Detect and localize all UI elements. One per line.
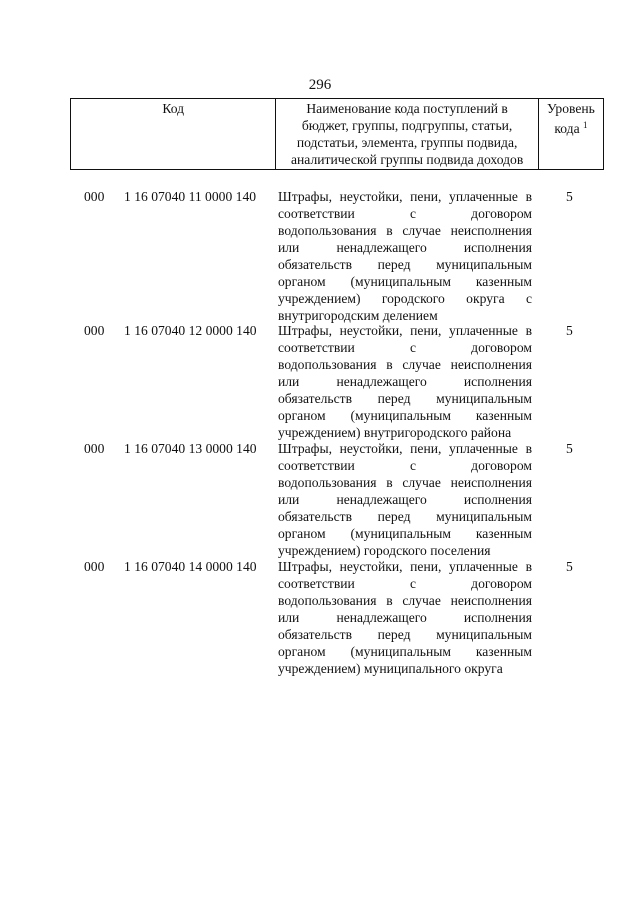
description-line: Штрафы, неустойки, пени, уплаченные в <box>278 441 532 456</box>
description-line: водопользования в случае неисполнения <box>278 223 532 238</box>
header-level-line: Уровень <box>546 101 595 116</box>
description-line: соответствии с договором <box>278 576 532 591</box>
footnote-marker: 1 <box>583 120 588 130</box>
code-level: 5 <box>566 323 573 338</box>
description-line: обязательств перед муниципальным <box>278 257 532 272</box>
description-line: органом (муниципальным казенным <box>278 408 532 423</box>
description-line: учреждением) муниципального округа <box>278 661 503 676</box>
header-level-cell <box>538 99 603 170</box>
description-line: водопользования в случае неисполнения <box>278 593 532 608</box>
description-line: органом (муниципальным казенным <box>278 644 532 659</box>
description-line: Штрафы, неустойки, пени, уплаченные в <box>278 559 532 574</box>
description-line: Штрафы, неустойки, пени, уплаченные в <box>278 189 532 204</box>
header-code-label: Код <box>162 101 185 116</box>
description-line: или ненадлежащего исполнения <box>278 374 532 389</box>
income-code: 1 16 07040 11 0000 140 <box>124 189 257 204</box>
description-line: соответствии с договором <box>278 206 532 221</box>
description-line: или ненадлежащего исполнения <box>278 610 532 625</box>
description-line: учреждением) городского округа с <box>278 291 532 306</box>
description-line: соответствии с договором <box>278 340 532 355</box>
description-line: учреждением) городского поселения <box>278 543 491 558</box>
description-line: Штрафы, неустойки, пени, уплаченные в <box>278 323 532 338</box>
header-name-line: подстатьи, элемента, группы подвида, <box>296 135 518 150</box>
income-description <box>278 440 532 559</box>
code-level: 5 <box>566 559 573 574</box>
description-line: обязательств перед муниципальным <box>278 391 532 406</box>
admin-code: 000 <box>84 189 105 204</box>
description-line: соответствии с договором <box>278 458 532 473</box>
description-line: учреждением) внутригородского района <box>278 425 512 440</box>
income-code: 1 16 07040 14 0000 140 <box>124 559 257 574</box>
income-description <box>278 322 532 441</box>
header-name-line: Наименование кода поступлений в <box>306 101 508 116</box>
header-name-line: аналитической группы подвида доходов <box>290 152 524 167</box>
description-line: водопользования в случае неисполнения <box>278 357 532 372</box>
income-code: 1 16 07040 12 0000 140 <box>124 323 257 338</box>
code-level: 5 <box>566 441 573 456</box>
description-line: или ненадлежащего исполнения <box>278 492 532 507</box>
description-line: органом (муниципальным казенным <box>278 526 532 541</box>
header-level-line <box>542 117 600 137</box>
page-number: 296 <box>308 77 332 93</box>
table-header <box>70 98 604 170</box>
code-level: 5 <box>566 189 573 204</box>
income-description <box>278 558 532 677</box>
admin-code: 000 <box>84 441 105 456</box>
income-description <box>278 188 532 324</box>
income-code: 1 16 07040 13 0000 140 <box>124 441 257 456</box>
description-line: или ненадлежащего исполнения <box>278 240 532 255</box>
description-line: обязательств перед муниципальным <box>278 509 532 524</box>
header-code-cell <box>71 99 276 170</box>
header-level-word: кода <box>554 121 580 136</box>
description-line: обязательств перед муниципальным <box>278 627 532 642</box>
description-line: органом (муниципальным казенным <box>278 274 532 289</box>
description-line: водопользования в случае неисполнения <box>278 475 532 490</box>
admin-code: 000 <box>84 559 105 574</box>
header-name-cell <box>276 99 538 170</box>
description-line: внутригородским делением <box>278 308 438 323</box>
admin-code: 000 <box>84 323 105 338</box>
header-name-line: бюджет, группы, подгруппы, статьи, <box>301 118 513 133</box>
